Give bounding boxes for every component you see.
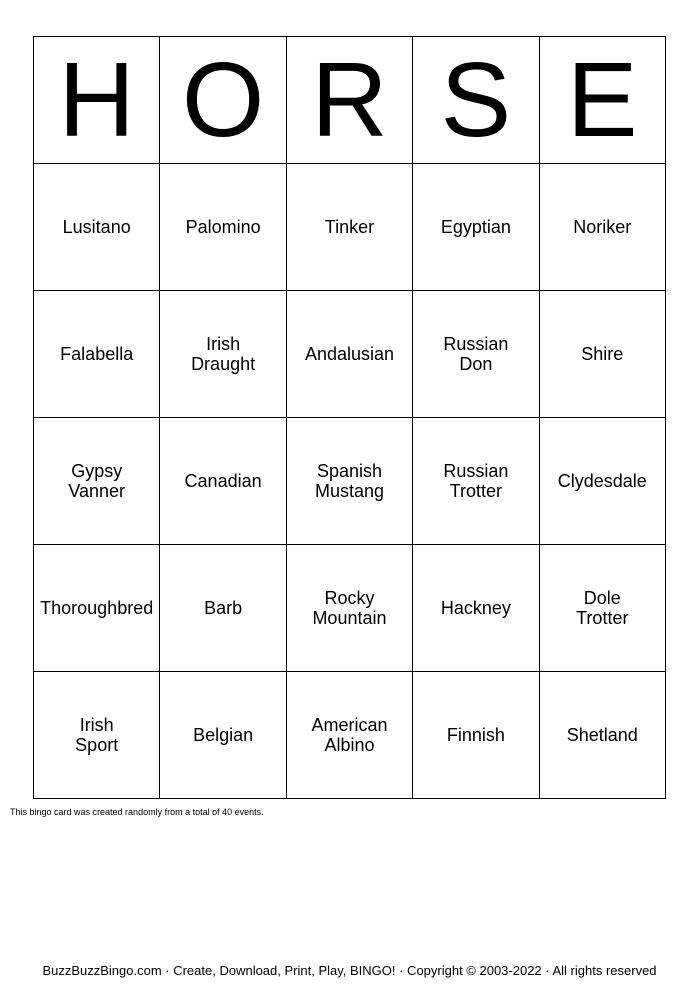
- cell-text: Noriker: [573, 217, 632, 237]
- cell-text: Spanish: [316, 461, 382, 481]
- cell-text: Palomino: [185, 217, 261, 237]
- cell-text: Vanner: [68, 481, 126, 501]
- cell-text: Trotter: [576, 608, 629, 628]
- bingo-cell: [160, 164, 286, 291]
- bingo-cell: [413, 291, 539, 418]
- bingo-cell: [160, 291, 286, 418]
- bingo-cell: [539, 672, 665, 799]
- bingo-cell: [34, 164, 160, 291]
- bingo-row: [34, 672, 666, 799]
- cell-text: Draught: [191, 354, 256, 374]
- cell-text: Irish: [79, 715, 114, 735]
- cell-text: American: [311, 715, 388, 735]
- cell-text: Shetland: [566, 725, 638, 745]
- cell-text: Trotter: [449, 481, 503, 501]
- cell-text: Egyptian: [440, 217, 511, 237]
- cell-text: Don: [459, 354, 493, 374]
- cell-text: Albino: [324, 735, 375, 755]
- bingo-cell: [539, 418, 665, 545]
- bingo-cell: [160, 545, 286, 672]
- site-footer: BuzzBuzzBingo.com · Create, Download, Print, Play, BINGO! · Copyright © 2003-2022 · All rights reserved: [42, 963, 657, 978]
- bingo-cell: [160, 418, 286, 545]
- cell-text: Hackney: [440, 598, 511, 618]
- bingo-cell: [286, 545, 412, 672]
- header-letter-e: E: [539, 37, 665, 164]
- cell-text: Mountain: [312, 608, 387, 628]
- bingo-cell: [286, 291, 412, 418]
- header-letter-o: O: [160, 37, 286, 164]
- bingo-cell: [413, 164, 539, 291]
- cell-text: Gypsy: [71, 461, 123, 481]
- bingo-cell: [160, 672, 286, 799]
- bingo-cell: [286, 418, 412, 545]
- cell-text: Lusitano: [62, 217, 131, 237]
- cell-text: Russian: [443, 334, 509, 354]
- cell-text: Thoroughbred: [40, 598, 154, 618]
- bingo-cell: [34, 418, 160, 545]
- cell-text: Irish: [206, 334, 241, 354]
- bingo-cell: [413, 545, 539, 672]
- cell-text: Mustang: [314, 481, 384, 501]
- bingo-cell: [34, 672, 160, 799]
- bingo-cell: [34, 291, 160, 418]
- header-letter-s: S: [413, 37, 539, 164]
- header-letter-r: R: [286, 37, 412, 164]
- bingo-row: [34, 418, 666, 545]
- cell-text: Sport: [75, 735, 119, 755]
- card-footnote: This bingo card was created randomly from a total of 40 events.: [10, 807, 264, 817]
- cell-text: Andalusian: [304, 344, 395, 364]
- cell-text: Finnish: [446, 725, 505, 745]
- bingo-cell: [286, 164, 412, 291]
- cell-text: Rocky: [324, 588, 375, 608]
- bingo-row: [34, 545, 666, 672]
- bingo-cell: [539, 291, 665, 418]
- bingo-cell: [34, 545, 160, 672]
- cell-text: Shire: [581, 344, 624, 364]
- bingo-card: [33, 36, 666, 799]
- cell-text: Dole: [583, 588, 621, 608]
- cell-text: Belgian: [193, 725, 254, 745]
- bingo-cell: [539, 545, 665, 672]
- header-letter-h: H: [34, 37, 160, 164]
- cell-text: Tinker: [324, 217, 375, 237]
- bingo-row: [34, 291, 666, 418]
- cell-text: Falabella: [60, 344, 134, 364]
- header-row: [34, 37, 666, 164]
- bingo-cell: [413, 418, 539, 545]
- bingo-cell: [539, 164, 665, 291]
- bingo-cell: [286, 672, 412, 799]
- bingo-row: [34, 164, 666, 291]
- cell-text: Canadian: [184, 471, 262, 491]
- cell-text: Barb: [204, 598, 243, 618]
- cell-text: Clydesdale: [557, 471, 647, 491]
- bingo-cell: [413, 672, 539, 799]
- cell-text: Russian: [443, 461, 509, 481]
